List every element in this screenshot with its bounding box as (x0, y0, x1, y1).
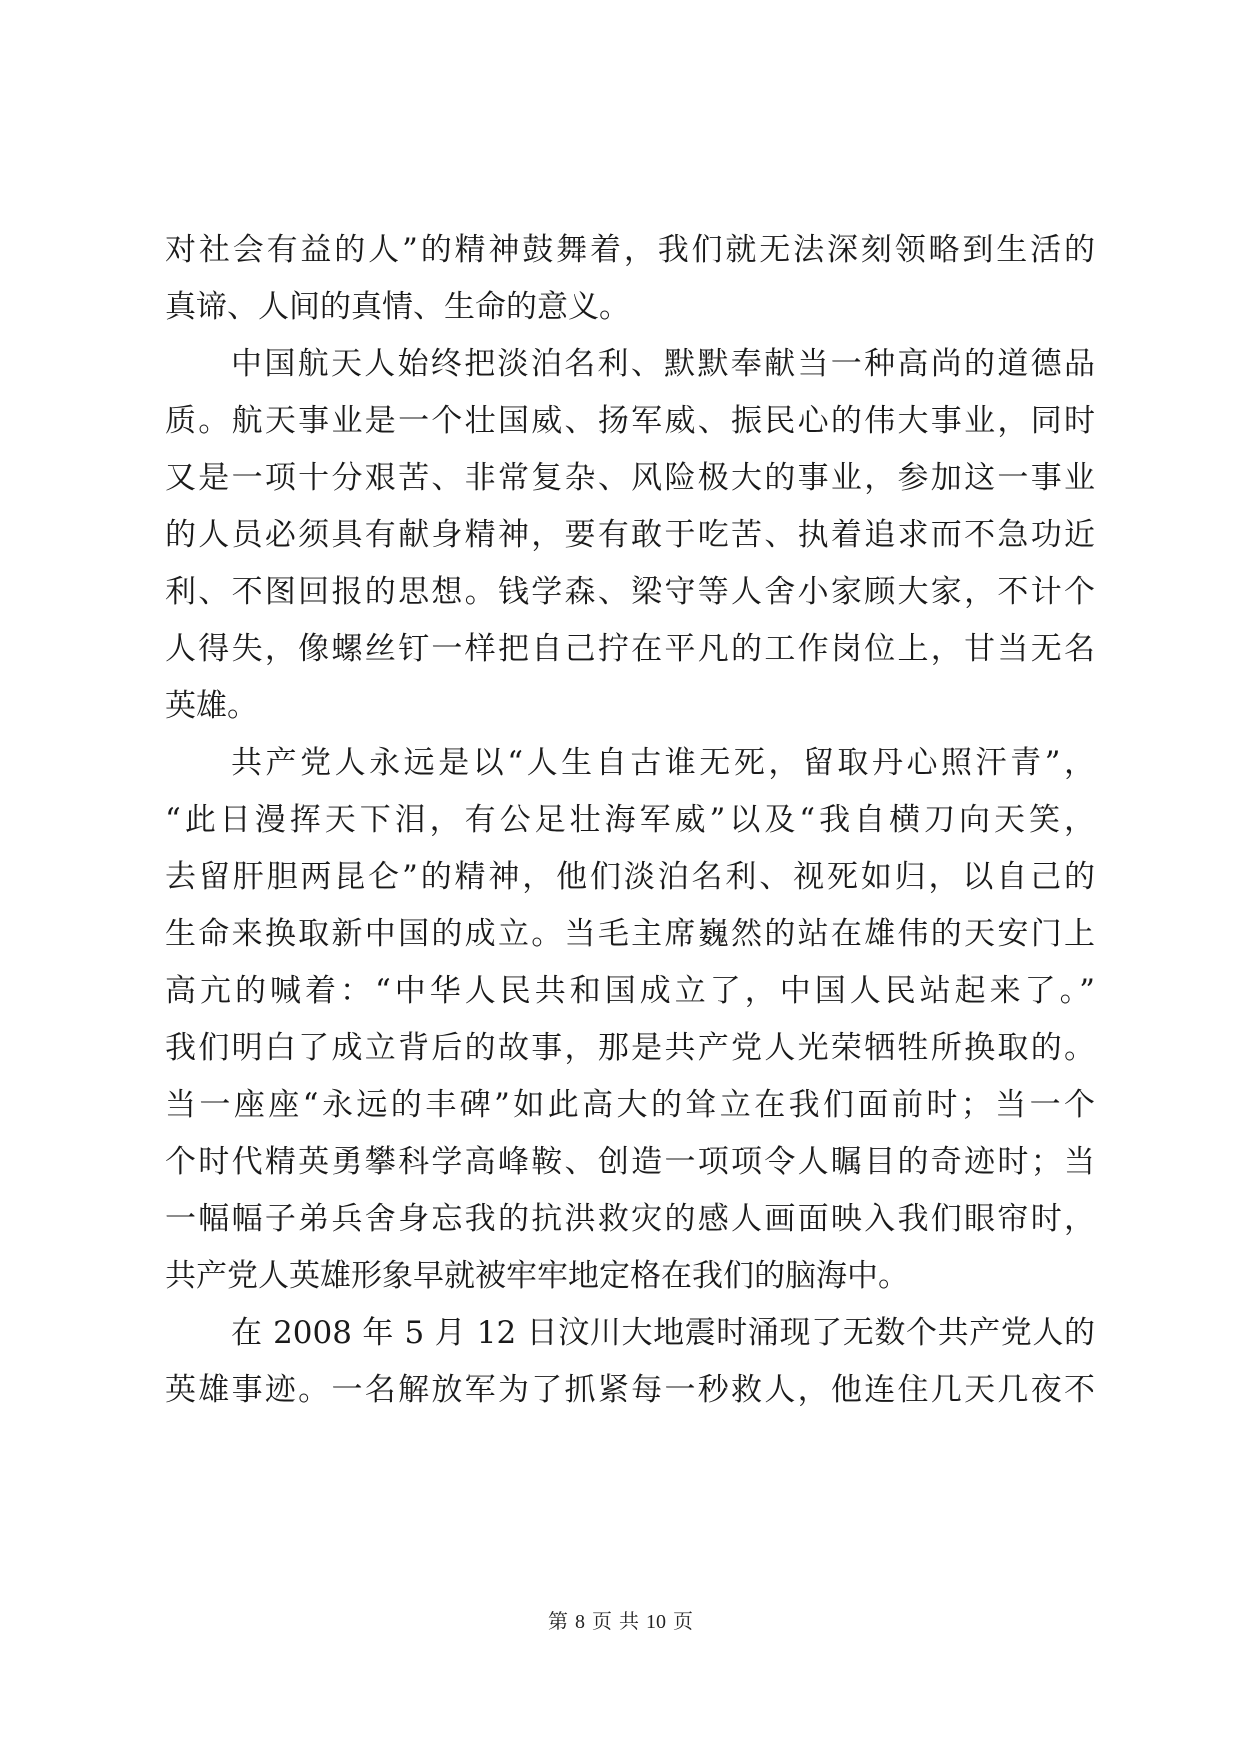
text-line: 英雄。 (165, 688, 258, 724)
text-line: 我们明白了成立背后的故事，那是共产党人光荣牺牲所换取的。 (165, 1030, 1095, 1066)
text-line: 英雄事迹。一名解放军为了抓紧每一秒救人，他连住几天几夜不 (165, 1372, 1095, 1408)
text-line: “此日漫挥天下泪，有公足壮海军威”以及“我自横刀向天笑， (165, 802, 1095, 838)
text-line: 又是一项十分艰苦、非常复杂、风险极大的事业，参加这一事业 (165, 460, 1095, 496)
text-line: 对社会有益的人”的精神鼓舞着，我们就无法深刻领略到生活的 (165, 232, 1095, 268)
text-line: 质。航天事业是一个壮国威、扬军威、振民心的伟大事业，同时 (165, 403, 1095, 439)
text-line: 利、不图回报的思想。钱学森、梁守等人舍小家顾大家，不计个 (165, 574, 1095, 610)
text-line: 人得失，像螺丝钉一样把自己拧在平凡的工作岗位上，甘当无名 (165, 631, 1095, 667)
paragraph-start-line: 中国航天人始终把淡泊名利、默默奉献当一种高尚的道德品 (231, 346, 1095, 382)
text-line: 的人员必须具有献身精神，要有敢于吃苦、执着追求而不急功近 (165, 517, 1095, 553)
text-line: 当一座座“永远的丰碑”如此高大的耸立在我们面前时；当一个 (165, 1087, 1095, 1123)
text-line: 生命来换取新中国的成立。当毛主席巍然的站在雄伟的天安门上 (165, 916, 1095, 952)
paragraph-start-line: 在 2008 年 5 月 12 日汶川大地震时涌现了无数个共产党人的 (231, 1315, 1095, 1351)
paragraph-start-line: 共产党人永远是以“人生自古谁无死，留取丹心照汗青”， (231, 745, 1095, 781)
text-line: 一幅幅子弟兵舍身忘我的抗洪救灾的感人画面映入我们眼帘时， (165, 1201, 1095, 1237)
text-line: 个时代精英勇攀科学高峰鞍、创造一项项令人瞩目的奇迹时；当 (165, 1144, 1095, 1180)
text-line: 去留肝胆两昆仑”的精神，他们淡泊名利、视死如归，以自己的 (165, 859, 1095, 895)
text-line: 共产党人英雄形象早就被牢牢地定格在我们的脑海中。 (165, 1258, 909, 1294)
page-footer: 第 8 页 共 10 页 (548, 1611, 693, 1633)
text-line: 高亢的喊着：“中华人民共和国成立了，中国人民站起来了。” (165, 973, 1095, 1009)
text-line: 真谛、人间的真情、生命的意义。 (165, 289, 630, 325)
